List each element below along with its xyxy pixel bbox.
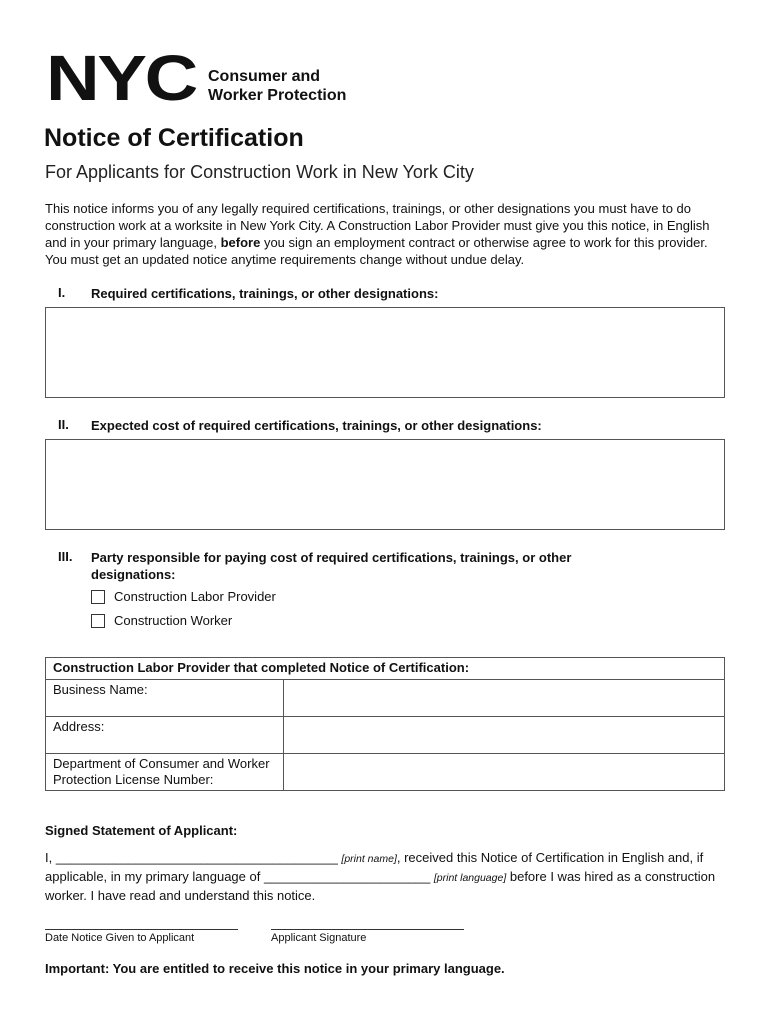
svg-text:NYC: NYC bbox=[46, 50, 197, 104]
signed-text-2: , received this Notice of Certification in English and, if applicable, in my primary language of _______________________ bbox=[45, 850, 704, 884]
table-heading: Construction Labor Provider that completed Notice of Certification: bbox=[46, 658, 725, 680]
nyc-logo-mark bbox=[46, 50, 198, 104]
intro-paragraph bbox=[45, 200, 725, 268]
signed-text-1: I, _______________________________________ bbox=[45, 850, 342, 865]
section-2-text: Expected cost of required certifications, trainings, or other designations: bbox=[91, 418, 542, 433]
intro-bold: before bbox=[220, 235, 261, 250]
page-title: Notice of Certification bbox=[44, 124, 304, 152]
section-1-text: Required certifications, trainings, or other designations: bbox=[91, 286, 439, 301]
applicant-signature-line[interactable] bbox=[271, 929, 464, 944]
date-given-label: Date Notice Given to Applicant bbox=[45, 932, 195, 944]
address-label: Address: bbox=[46, 717, 284, 754]
intro-text-2: you sign an employment contract or otherwise agree to work for this provider. You must get an updated notice anytime requirements change without undue delay. bbox=[45, 235, 708, 267]
business-name-field[interactable] bbox=[284, 680, 725, 717]
important-notice: Important: You are entitled to receive this notice in your primary language. bbox=[45, 961, 505, 976]
table-row bbox=[46, 754, 725, 791]
checkbox-labor-provider[interactable] bbox=[91, 590, 105, 604]
option-label: Construction Labor Provider bbox=[114, 589, 276, 604]
signed-statement-text bbox=[45, 849, 735, 904]
labor-provider-table bbox=[45, 657, 725, 791]
intro-text-1: This notice informs you of any legally required certifications, trainings, or other designations you must have to do construction work at a worksite in New York City. A Construction Labor Provider must give you this notice, in English and in your primary language, bbox=[45, 201, 710, 250]
print-language-hint: [print language] bbox=[433, 872, 507, 884]
section-2-number: II. bbox=[58, 417, 69, 432]
nyc-logo bbox=[46, 50, 198, 104]
date-underline bbox=[45, 929, 238, 930]
expected-cost-field[interactable] bbox=[45, 439, 725, 530]
checkbox-construction-worker[interactable] bbox=[91, 614, 105, 628]
section-3-number: III. bbox=[58, 549, 73, 564]
print-name-hint: [print name] bbox=[341, 853, 397, 865]
option-label: Construction Worker bbox=[114, 613, 233, 628]
option-construction-labor-provider[interactable] bbox=[91, 589, 276, 604]
agency-name bbox=[208, 67, 346, 105]
section-1-number: I. bbox=[58, 285, 66, 300]
applicant-signature-label: Applicant Signature bbox=[271, 932, 367, 944]
business-name-label: Business Name: bbox=[46, 680, 284, 717]
table-row bbox=[46, 717, 725, 754]
section-3-text: Party responsible for paying cost of required certifications, trainings, or other designations: bbox=[91, 550, 572, 582]
license-number-field[interactable] bbox=[284, 754, 725, 791]
option-construction-worker[interactable] bbox=[91, 613, 232, 628]
agency-line-1: Consumer and bbox=[208, 68, 321, 85]
page-subtitle: For Applicants for Construction Work in New York City bbox=[45, 162, 474, 182]
license-number-label: Department of Consumer and Worker Protection License Number: bbox=[46, 754, 284, 791]
signed-statement-heading: Signed Statement of Applicant: bbox=[45, 823, 238, 838]
date-given-line[interactable] bbox=[45, 929, 238, 944]
certifications-field[interactable] bbox=[45, 307, 725, 398]
signed-text-3: before I was hired as a construction worker. I have read and understand this notice. bbox=[45, 869, 716, 903]
address-field[interactable] bbox=[284, 717, 725, 754]
agency-line-2: Worker Protection bbox=[208, 87, 347, 104]
table-row bbox=[46, 680, 725, 717]
table-header-row bbox=[46, 658, 725, 680]
signature-underline bbox=[271, 929, 464, 930]
